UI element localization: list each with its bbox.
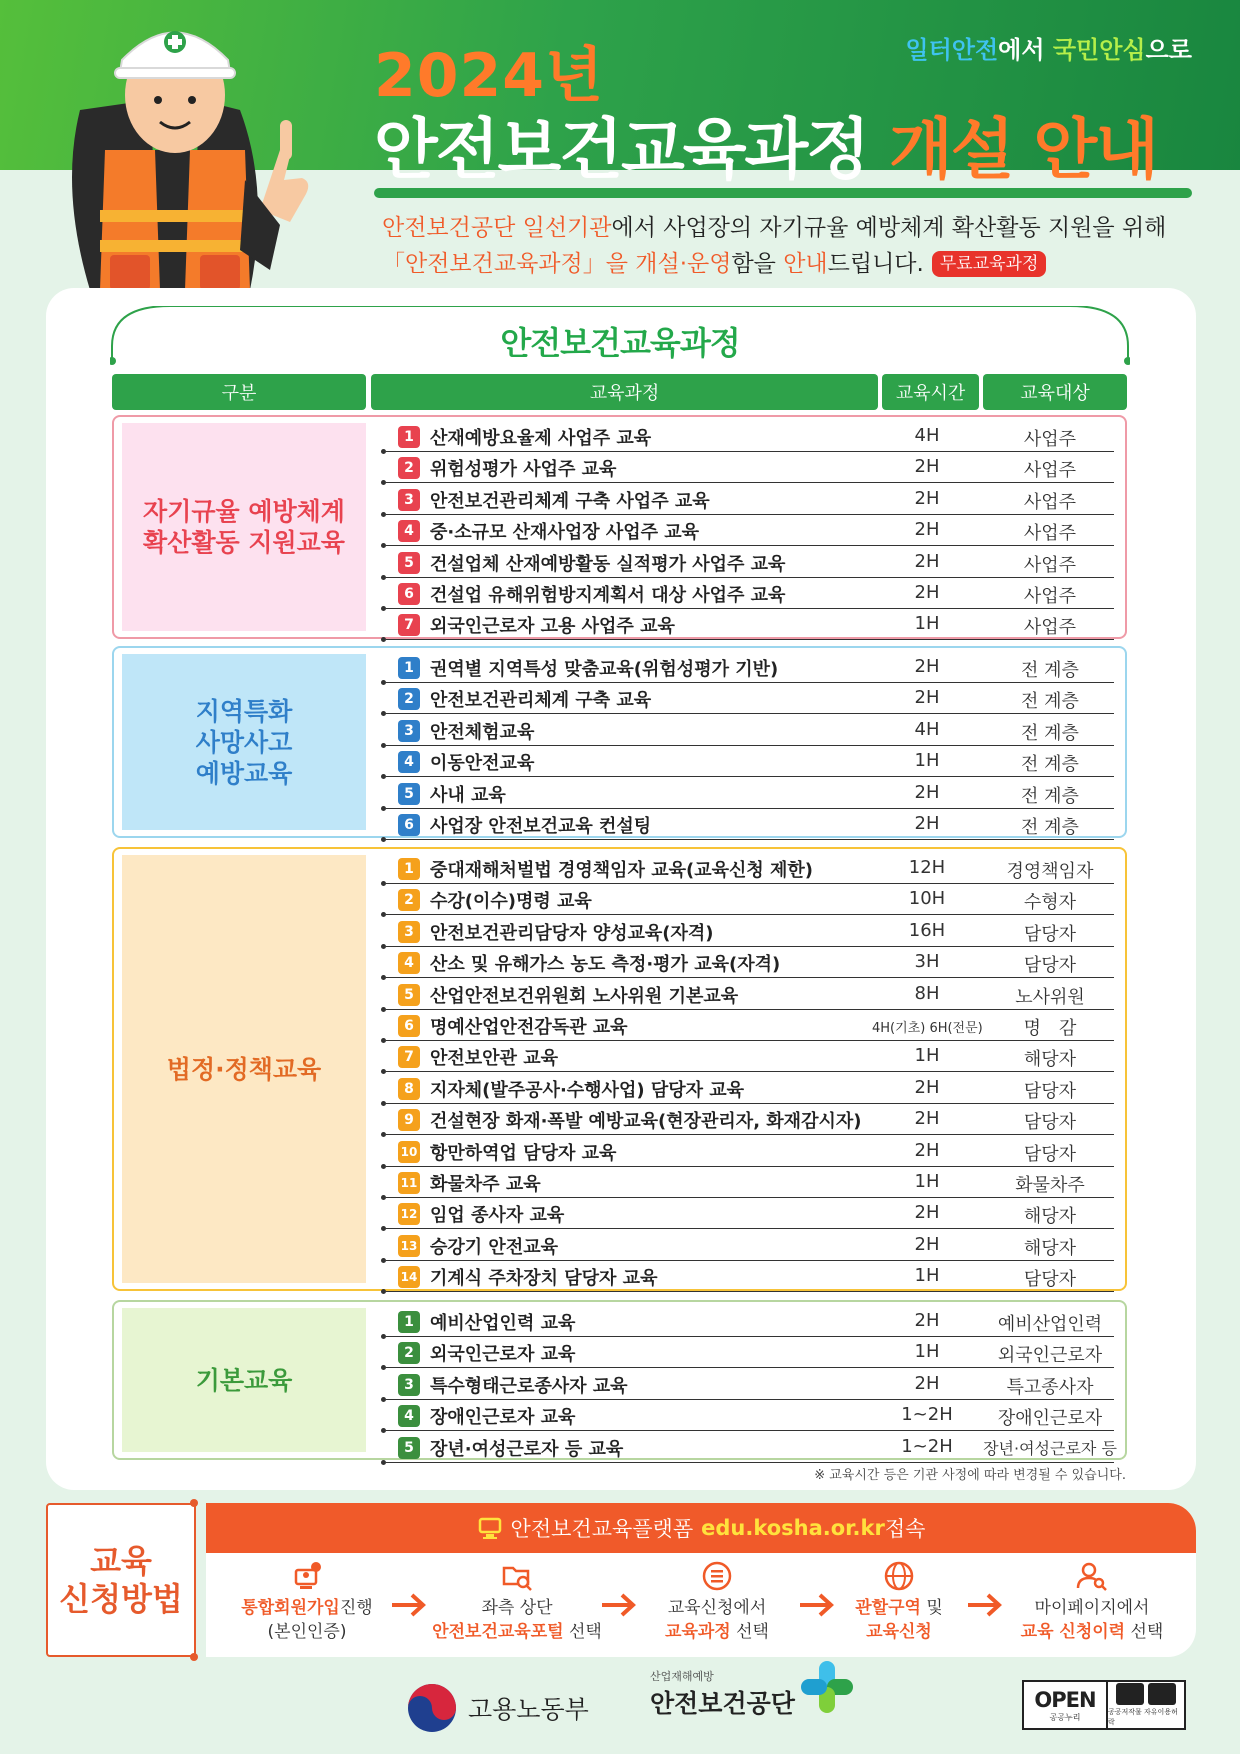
group-title: 지역특화 사망사고 예방교육 [122, 654, 366, 830]
course-number-badge: 5 [398, 984, 420, 1006]
course-time: 2H [914, 456, 940, 478]
course-target: 예비산업인력 [997, 1314, 1103, 1335]
group-title: 법정·정책교육 [122, 855, 366, 1283]
header-category: 구분 [112, 374, 366, 410]
course-number-badge: 7 [398, 1046, 420, 1068]
course-target: 화물차주 [1015, 1175, 1085, 1196]
course-time: 1H [914, 1341, 940, 1363]
title-underline [374, 188, 1192, 198]
course-name: 예비산업인력 교육 [430, 1313, 576, 1334]
course-time: 1~2H [901, 1435, 953, 1457]
noncommercial-icon [1148, 1683, 1176, 1705]
course-row [386, 683, 1114, 714]
course-number-badge: 4 [398, 520, 420, 542]
course-target: 경영책임자 [1006, 861, 1094, 882]
apply-label: 교육 신청방법 [59, 1542, 183, 1618]
group-title: 기본교육 [122, 1308, 366, 1452]
course-number-badge: 5 [398, 552, 420, 574]
course-row [386, 484, 1114, 515]
course-number-badge: 2 [398, 688, 420, 710]
course-row [386, 1337, 1114, 1368]
course-target: 담당자 [1023, 1080, 1077, 1102]
course-number-badge: 14 [398, 1266, 420, 1288]
user-register-icon [291, 1560, 323, 1592]
list-icon [701, 1560, 733, 1592]
course-time: 12H [908, 857, 946, 878]
computer-icon [477, 1515, 503, 1541]
course-number-badge: 3 [398, 489, 420, 511]
course-name: 중·소규모 산재사업장 사업주 교육 [430, 522, 700, 544]
kosha-logo: 산업재해예방 안전보건공단 [650, 1668, 855, 1720]
course-time: 2H [914, 519, 940, 541]
course-target: 전 계층 [1021, 754, 1079, 776]
course-name: 안전체험교육 [430, 721, 535, 743]
course-number-badge: 7 [398, 614, 420, 636]
course-number-badge: 6 [398, 583, 420, 605]
course-number-badge: 2 [398, 457, 420, 479]
row-dot [381, 1460, 386, 1465]
course-target: 특고종사자 [1006, 1376, 1094, 1398]
course-name: 중대재해처벌법 경영책임자 교육(교육신청 제한) [430, 860, 814, 881]
free-course-badge: 무료교육과정 [932, 251, 1047, 277]
globe-icon [883, 1560, 915, 1592]
course-target: 담당자 [1023, 955, 1077, 977]
course-number-badge: 6 [398, 1015, 420, 1037]
course-row [386, 421, 1114, 452]
course-number-badge: 6 [398, 814, 420, 836]
course-number-badge: 1 [398, 1311, 420, 1333]
course-name: 안전보안관 교육 [430, 1048, 558, 1070]
course-number-badge: 1 [398, 858, 420, 880]
course-name: 산재예방요율제 사업주 교육 [430, 428, 652, 449]
course-target: 전 계층 [1021, 817, 1079, 838]
course-time: 3H [914, 951, 940, 973]
header-time: 교육시간 [882, 374, 979, 410]
course-time: 2H [914, 550, 940, 572]
course-row [386, 809, 1114, 840]
course-target: 명 감 [1023, 1018, 1077, 1039]
course-row [386, 979, 1114, 1010]
course-target: 사업주 [1023, 523, 1077, 545]
course-name: 지자체(발주공사·수행사업) 담당자 교육 [430, 1079, 745, 1101]
course-number-badge: 10 [398, 1141, 420, 1163]
course-time: 2H [914, 487, 940, 509]
course-name: 건설현장 화재·폭발 예방교육(현장관리자, 화재감시자) [430, 1111, 862, 1133]
course-time: 2H [914, 813, 940, 834]
course-target: 사업주 [1023, 586, 1077, 607]
row-dot [381, 837, 386, 842]
course-time: 2H [914, 687, 940, 709]
course-target: 전 계층 [1021, 785, 1079, 807]
course-name: 임업 종사자 교육 [430, 1205, 565, 1227]
course-time: 2H [914, 1108, 940, 1130]
course-target: 해당자 [1023, 1237, 1077, 1259]
course-target: 전 계층 [1021, 691, 1079, 713]
apply-platform-bar: 안전보건교육플랫폼 edu.kosha.or.kr 접속 [206, 1503, 1196, 1553]
course-name: 안전보건관리담당자 양성교육(자격) [430, 922, 714, 944]
course-row [386, 1230, 1114, 1261]
course-row [386, 1104, 1114, 1135]
course-name: 산업안전보건위원회 노사위원 기본교육 [430, 985, 739, 1007]
open-license-badge: OPEN 공공누리 공공저작물 자유이용허락 [1022, 1680, 1186, 1730]
course-time: 2H [914, 1076, 940, 1098]
course-number-badge: 4 [398, 751, 420, 773]
course-row [386, 1010, 1114, 1041]
course-time: 1H [914, 613, 940, 635]
course-name: 장애인근로자 교육 [430, 1407, 576, 1429]
course-name: 위험성평가 사업주 교육 [430, 459, 617, 481]
course-time: 2H [914, 582, 940, 603]
course-number-badge: 2 [398, 889, 420, 911]
course-time: 2H [914, 656, 940, 677]
course-row [386, 1432, 1117, 1463]
course-row [386, 1136, 1114, 1167]
course-number-badge: 3 [398, 720, 420, 742]
course-row [386, 1306, 1114, 1337]
course-target: 사업주 [1023, 554, 1077, 576]
course-row [386, 1041, 1114, 1072]
course-target: 사업주 [1023, 617, 1077, 639]
course-name: 기계식 주차장치 담당자 교육 [430, 1268, 658, 1290]
course-name: 항만하역업 담당자 교육 [430, 1142, 617, 1164]
course-number-badge: 2 [398, 1342, 420, 1364]
course-row [386, 1369, 1114, 1400]
course-row [386, 916, 1114, 947]
worker-illustration [40, 10, 360, 290]
course-time: 2H [914, 781, 940, 803]
course-time: 8H [914, 982, 940, 1004]
course-time: 1H [914, 1171, 940, 1192]
course-row [386, 1073, 1114, 1104]
course-number-badge: 4 [398, 1405, 420, 1427]
course-time: 1H [914, 750, 940, 772]
course-row [386, 1400, 1114, 1431]
course-target: 외국인근로자 [997, 1345, 1103, 1367]
course-time: 1H [914, 1265, 940, 1287]
course-name: 외국인근로자 고용 사업주 교육 [430, 616, 675, 638]
slogan: 일터안전에서 국민안심으로 [905, 36, 1192, 64]
course-row [386, 515, 1114, 546]
course-number-badge: 3 [398, 1374, 420, 1396]
course-row [386, 452, 1114, 483]
course-time: 16H [908, 919, 946, 941]
course-name: 산소 및 유해가스 농도 측정·평가 교육(자격) [430, 954, 781, 976]
course-number-badge: 3 [398, 921, 420, 943]
course-name: 권역별 지역특성 맞춤교육(위험성평가 기반) [430, 659, 779, 680]
course-name: 명예산업안전감독관 교육 [430, 1017, 628, 1038]
course-row [386, 1167, 1114, 1198]
course-number-badge: 13 [398, 1235, 420, 1257]
course-time: 1~2H [901, 1404, 953, 1426]
taegeuk-icon [406, 1682, 458, 1734]
group-title: 자기규율 예방체계 확산활동 지원교육 [122, 423, 366, 631]
course-target: 해당자 [1023, 1206, 1077, 1228]
course-row [386, 746, 1114, 777]
course-number-badge: 12 [398, 1203, 420, 1225]
course-row [386, 778, 1114, 809]
course-name: 화물차주 교육 [430, 1174, 541, 1195]
course-name: 건설업 유해위험방지계획서 대상 사업주 교육 [430, 585, 786, 606]
course-target: 담당자 [1023, 1269, 1077, 1291]
page-title: 안전보건교육과정 개설 안내 [374, 111, 1158, 188]
course-target: 담당자 [1023, 1143, 1077, 1165]
course-target: 담당자 [1023, 1112, 1077, 1134]
course-row [386, 853, 1114, 884]
user-search-icon [1076, 1560, 1108, 1592]
course-group [112, 415, 1127, 639]
course-row [386, 715, 1114, 746]
course-row [386, 609, 1114, 640]
course-target: 전 계층 [1021, 660, 1079, 681]
course-target: 사업주 [1023, 460, 1077, 482]
course-time: 2H [914, 1139, 940, 1161]
course-target: 담당자 [1023, 923, 1077, 945]
course-target: 사업주 [1023, 429, 1077, 450]
step-portal: 좌측 상단 안전보건교육포털 선택 [432, 1560, 602, 1644]
course-time: 1H [914, 1045, 940, 1067]
course-row [386, 547, 1114, 578]
course-name: 안전보건관리체계 구축 사업주 교육 [430, 490, 710, 512]
course-row [386, 1198, 1114, 1229]
course-target: 노사위원 [1015, 986, 1085, 1008]
course-name: 수강(이수)명령 교육 [430, 891, 592, 913]
course-target: 전 계층 [1021, 722, 1079, 744]
course-time: 2H [914, 1310, 940, 1331]
course-row [386, 578, 1114, 609]
step-region: 관할구역 및 교육신청 [814, 1560, 984, 1644]
folder-search-icon [501, 1560, 533, 1592]
course-number-badge: 5 [398, 783, 420, 805]
course-row [386, 652, 1114, 683]
step-mypage: 마이페이지에서 교육 신청이력 선택 [1002, 1560, 1182, 1644]
course-target: 장애인근로자 [997, 1408, 1103, 1430]
moel-logo: 고용노동부 [406, 1680, 589, 1736]
footnote: ※ 교육시간 등은 기관 사정에 따라 변경될 수 있습니다. [814, 1468, 1126, 1483]
course-target: 사업주 [1023, 491, 1077, 513]
course-target: 수형자 [1023, 892, 1077, 914]
header-target: 교육대상 [983, 374, 1127, 410]
course-number-badge: 5 [398, 1437, 420, 1459]
course-row [386, 947, 1114, 978]
course-number-badge: 11 [398, 1172, 420, 1194]
course-name: 외국인근로자 교육 [430, 1344, 576, 1366]
course-name: 사내 교육 [430, 784, 506, 806]
course-number-badge: 1 [398, 426, 420, 448]
course-row [386, 1261, 1114, 1292]
header-course: 교육과정 [371, 374, 878, 410]
arrow-right-icon [388, 1590, 428, 1620]
platform-url[interactable]: edu.kosha.or.kr [701, 1516, 885, 1540]
kosha-cross-icon [799, 1659, 855, 1715]
course-group [112, 847, 1127, 1291]
course-name: 특수형태근로종사자 교육 [430, 1375, 628, 1397]
course-name: 건설업체 산재예방활동 실적평가 사업주 교육 [430, 553, 786, 575]
course-name: 이동안전교육 [430, 753, 535, 775]
course-time: 4H(기초) 6H(전문) [872, 1021, 983, 1036]
course-name: 승강기 안전교육 [430, 1236, 558, 1258]
course-name: 장년·여성근로자 등 교육 [430, 1438, 624, 1460]
course-group [112, 646, 1127, 838]
section-title: 안전보건교육과정 [500, 324, 740, 362]
course-time: 10H [908, 888, 946, 910]
course-time: 4H [914, 718, 940, 740]
course-time: 2H [914, 1202, 940, 1224]
course-target: 해당자 [1023, 1049, 1077, 1071]
arrow-right-icon [964, 1590, 1004, 1620]
intro-text: 안전보건공단 일선기관에서 사업장의 자기규율 예방체계 확산활동 지원을 위해 「안전보건교육과정」을 개설·운영함을 안내드립니다. 무료교육과정 [382, 215, 1167, 277]
course-time: 2H [914, 1233, 940, 1255]
course-number-badge: 8 [398, 1078, 420, 1100]
course-name: 안전보건관리체계 구축 교육 [430, 690, 652, 712]
course-time: 2H [914, 1372, 940, 1394]
course-group [112, 1300, 1127, 1460]
course-number-badge: 9 [398, 1109, 420, 1131]
course-number-badge: 1 [398, 657, 420, 679]
title-year: 2024년 [374, 41, 604, 111]
course-name: 사업장 안전보건교육 컨설팅 [430, 816, 652, 837]
attribution-icon [1116, 1683, 1144, 1705]
course-row [386, 884, 1114, 915]
step-course: 교육신청에서 교육과정 선택 [632, 1560, 802, 1644]
course-target: 장년·여성근로자 등 [983, 1438, 1117, 1458]
step-signup: 통합회원가입진행 (본인인증) [222, 1560, 392, 1644]
course-number-badge: 4 [398, 952, 420, 974]
course-time: 4H [914, 425, 940, 446]
